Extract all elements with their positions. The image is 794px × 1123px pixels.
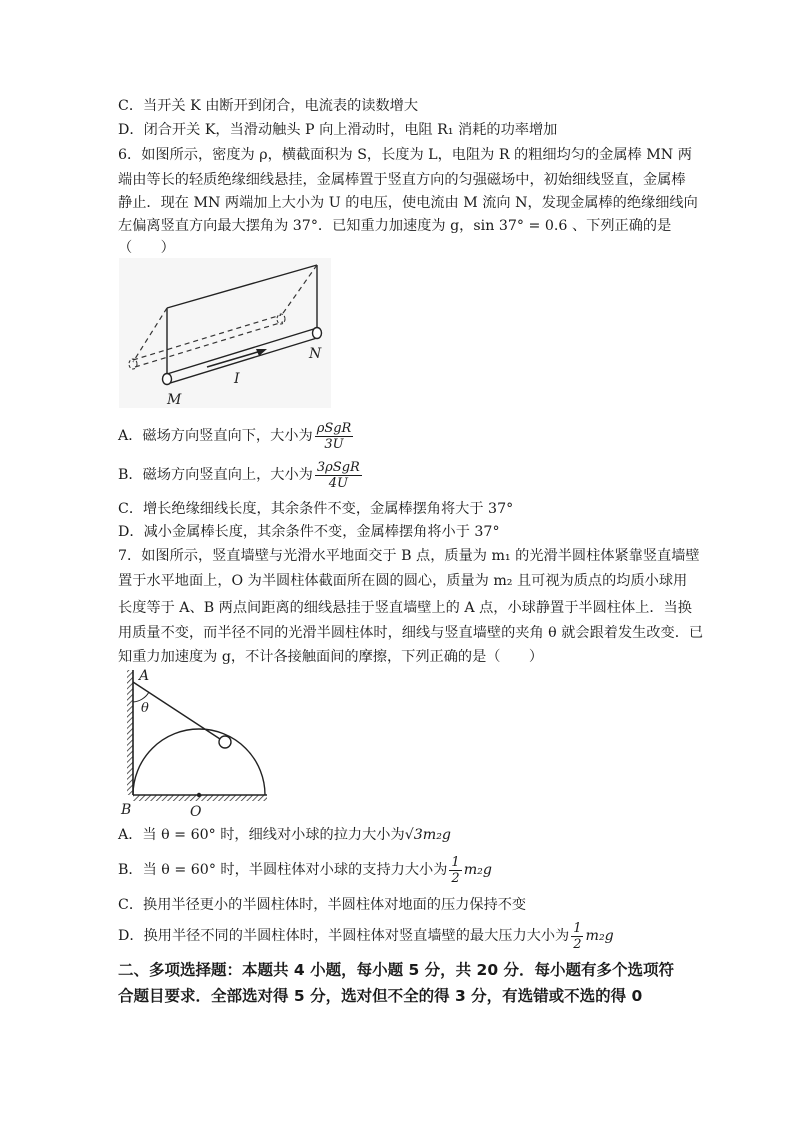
q7-b-numerator: 1 (451, 854, 460, 870)
q7-option-b-fraction (449, 855, 461, 886)
q7-label-a: A (139, 668, 150, 684)
q7-b-denominator: 2 (451, 870, 460, 886)
q6-option-b-fraction (315, 460, 362, 491)
q5-option-d: D．闭合开关 K，当滑动触头 P 向上滑动时，电阻 R₁ 消耗的功率增加 (118, 122, 558, 138)
q7-d-numerator: 1 (573, 920, 582, 936)
q7-stem-line-2: 置于水平地面上，O 为半圆柱体截面所在圆的圆心，质量为 m₂ 且可视为质点的均质小球用 (118, 573, 688, 589)
q5-option-c: C．当开关 K 由断开到闭合，电流表的读数增大 (118, 98, 419, 114)
q7-option-d-unit: m₂g (585, 928, 614, 944)
q6-a-denominator: 3U (324, 436, 344, 452)
section2-heading-line-1: 二、多项选择题：本题共 4 小题，每小题 5 分，共 20 分．每小题有多个选项符 (118, 961, 675, 979)
q6-stem-line-1: 6．如图所示，密度为 ρ，横截面积为 S，长度为 L，电阻为 R 的粗细均匀的金属棒 MN 两 (118, 147, 692, 163)
q7-option-a-text: A．当 θ = 60° 时，细线对小球的拉力大小为 (118, 827, 405, 843)
q6-stem-line-4: 左偏离竖直方向最大摆角为 37°．已知重力加速度为 g，sin 37° = 0.6 、下列正确的是 (118, 218, 672, 234)
q6-label-n: N (309, 346, 322, 362)
q7-option-b-text: B．当 θ = 60° 时，半圆柱体对小球的支持力大小为 (118, 862, 448, 878)
q7-option-b (118, 852, 492, 888)
q6-option-b-text: B．磁场方向竖直向上，大小为 (118, 467, 313, 483)
q6-stem-line-3: 静止．现在 MN 两端加上大小为 U 的电压，使电流由 M 流向 N，发现金属棒的绝缘细线向 (118, 195, 698, 211)
q6-option-d: D．减小金属棒长度，其余条件不变，金属棒摆角将小于 37° (118, 524, 500, 540)
q7-stem-line-4: 用质量不变，而半径不同的光滑半圆柱体时，细线与竖直墙壁的夹角 θ 就会跟着发生改变．已 (118, 625, 704, 641)
q6-option-a (118, 418, 355, 454)
q7-label-theta: θ (141, 701, 149, 716)
q7-option-d-fraction (571, 921, 583, 952)
q6-figure-rod (119, 258, 331, 408)
q6-stem-line-2: 端由等长的轻质绝缘细线悬挂，金属棒置于竖直方向的匀强磁场中，初始细线竖直，金属棒 (118, 172, 686, 188)
q7-stem-line-5: 知重力加速度为 g，不计各接触面间的摩擦，下列正确的是（ ） (118, 649, 544, 665)
q7-option-b-unit: m₂g (463, 862, 492, 878)
q7-option-d-text: D．换用半径不同的半圆柱体时，半圆柱体对竖直墙壁的最大压力大小为 (118, 928, 570, 944)
q6-label-i: I (234, 371, 240, 387)
q6-stem-line-5: （ ） (118, 240, 175, 256)
q7-option-d (118, 918, 614, 954)
q7-option-a (118, 822, 451, 848)
q6-label-m: M (167, 392, 182, 408)
q7-stem-line-1: 7．如图所示，竖直墙壁与光滑水平地面交于 B 点，质量为 m₁ 的光滑半圆柱体紧靠竖直墙壁 (118, 548, 700, 564)
q6-a-numerator: ρSgR (316, 420, 352, 436)
q6-option-a-text: A．磁场方向竖直向下，大小为 (118, 428, 313, 444)
q7-label-b: B (121, 802, 132, 818)
q7-figure-half-cylinder (119, 668, 271, 820)
q7-stem-line-3: 长度等于 A、B 两点间距离的细线悬挂于竖直墙壁上的 A 点，小球静置于半圆柱体上．当换 (118, 600, 692, 616)
section2-heading-line-2: 合题目要求．全部选对得 5 分，选对但不全的得 3 分，有选错或不选的得 0 (118, 987, 643, 1005)
q6-b-numerator: 3ρSgR (316, 459, 360, 475)
q7-d-denominator: 2 (573, 936, 582, 952)
q6-option-a-fraction (315, 421, 354, 452)
q7-label-o: O (190, 804, 202, 820)
q6-option-c: C．增长绝缘细线长度，其余条件不变，金属棒摆角将大于 37° (118, 501, 514, 517)
q7-option-a-value: √3m₂g (404, 827, 451, 843)
q7-option-c: C．换用半径更小的半圆柱体时，半圆柱体对地面的压力保持不变 (118, 897, 527, 913)
q6-option-b (118, 457, 364, 493)
q6-b-denominator: 4U (328, 475, 348, 491)
